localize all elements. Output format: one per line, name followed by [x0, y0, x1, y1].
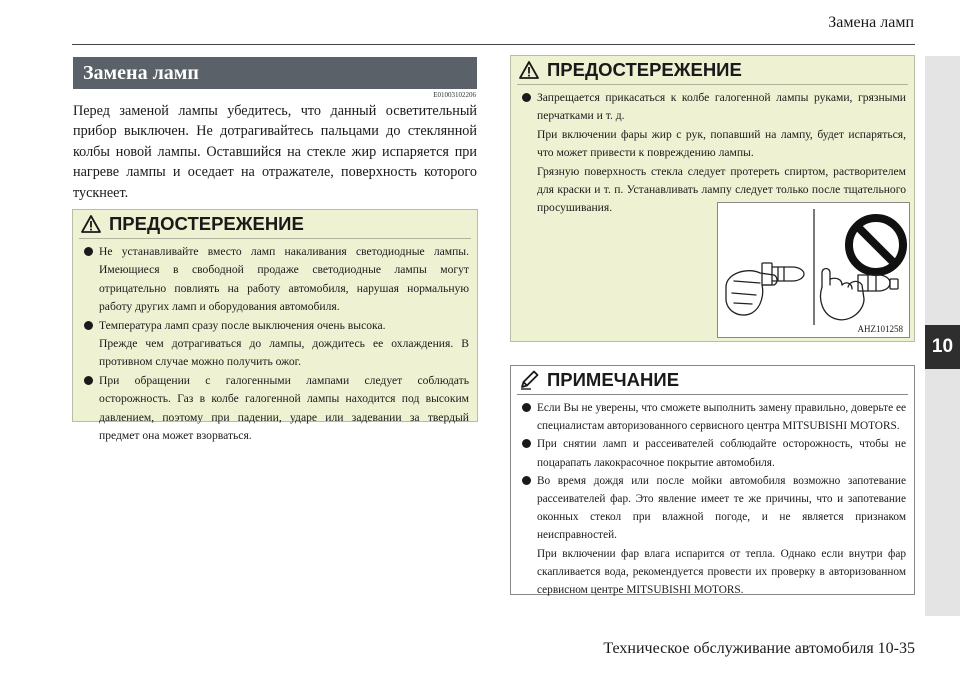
page-footer: Техническое обслуживание автомобиля 10-35	[603, 640, 915, 657]
warning-triangle-icon	[519, 61, 539, 79]
note-header	[517, 366, 908, 395]
bullet-icon	[84, 247, 93, 256]
list-item: Во время дождя или после мойки автомобиля возможно запотевание рассеивателей фар. Это явление имеет те же причины, что и запотевание оконных стекол при влажной погоде, и не является признаком неисправностей. При включении фар влага испарится от тепла. Однако если внутри фар скапливается вода, рекомендуется провести их проверку в авторизованном сервисном центре MITSUBISHI MOTORS.	[521, 472, 906, 599]
page-header-title: Замена ламп	[828, 14, 914, 31]
bullet-icon	[84, 376, 93, 385]
bullet-icon	[522, 403, 531, 412]
warning-list	[511, 85, 914, 218]
warning-title: ПРЕДОСТЕРЕЖЕНИЕ	[109, 213, 304, 234]
chapter-tab[interactable]: 10	[925, 325, 960, 369]
bullet-icon	[522, 439, 531, 448]
list-item: Температура ламп сразу после выключения очень высока. Прежде чем дотрагиваться до лампы, дождитесь ее охлаждения. В противном случае можно получить ожог.	[83, 317, 469, 372]
list-item: При обращении с галогенными лампами следует соблюдать осторожность. Газ в колбе галогенной лампы находится под высоким давлением, поэтому при падении, ударе или задевании за твердый предмет она может взорваться.	[83, 372, 469, 446]
section-code: E01003102206	[433, 91, 476, 99]
prohibition-icon	[849, 218, 903, 272]
list-item: Запрещается прикасаться к колбе галогенной лампы руками, грязными перчатками и т. д. При включении фары жир с рук, попавший на лампу, будет испаряться, что может привести к повреждению лампы. Грязную поверхность стекла следует протереть спиртом, растворителем для краски и т. п. Устанавливать лампу следует только после тщательного просушивания.	[521, 89, 906, 218]
figure-code: AHZ101258	[857, 324, 903, 334]
note-title: ПРИМЕЧАНИЕ	[547, 369, 680, 390]
bulb-handling-illustration	[718, 203, 909, 337]
list-item: При снятии ламп и рассеивателей соблюдайте осторожность, чтобы не поцарапать лакокрасочное покрытие автомобиля.	[521, 435, 906, 471]
hand-touching-bulb-icon	[821, 269, 898, 320]
bullet-icon	[522, 476, 531, 485]
pencil-icon	[519, 370, 541, 390]
header-rule	[72, 44, 915, 45]
section-title: Замена ламп	[73, 57, 477, 89]
warning-header	[517, 56, 908, 85]
hand-with-bulb-icon	[726, 263, 804, 315]
list-item: Не устанавливайте вместо ламп накаливания светодиодные лампы. Имеющиеся в свободной продаже светодиодные лампы могут отрицательно повлиять на работу автомобиля, нарушая нормальную работу других ламп и оборудования автомобиля.	[83, 243, 469, 317]
note-box	[510, 365, 915, 595]
intro-text: Перед заменой лампы убедитесь, что данный осветительный прибор выключен. Не дотрагивайтесь пальцами до стеклянной колбы новой лампы. Оставшийся на стекле жир испаряется при нагреве лампы и оседает на отражателе, поверхность которого тускнеет.	[73, 103, 477, 201]
warning-triangle-icon	[81, 215, 101, 233]
bullet-icon	[84, 321, 93, 330]
note-list	[511, 395, 914, 599]
warning-box-left	[72, 209, 478, 443]
bullet-icon	[522, 93, 531, 102]
bulb-handling-figure	[717, 202, 910, 338]
list-item: Если Вы не уверены, что сможете выполнить замену правильно, доверьте ее специалистам авторизованного сервисного центра MITSUBISHI MOTORS.	[521, 399, 906, 435]
warning-list	[73, 239, 477, 445]
warning-header	[79, 210, 471, 239]
warning-title: ПРЕДОСТЕРЕЖЕНИЕ	[547, 59, 742, 80]
